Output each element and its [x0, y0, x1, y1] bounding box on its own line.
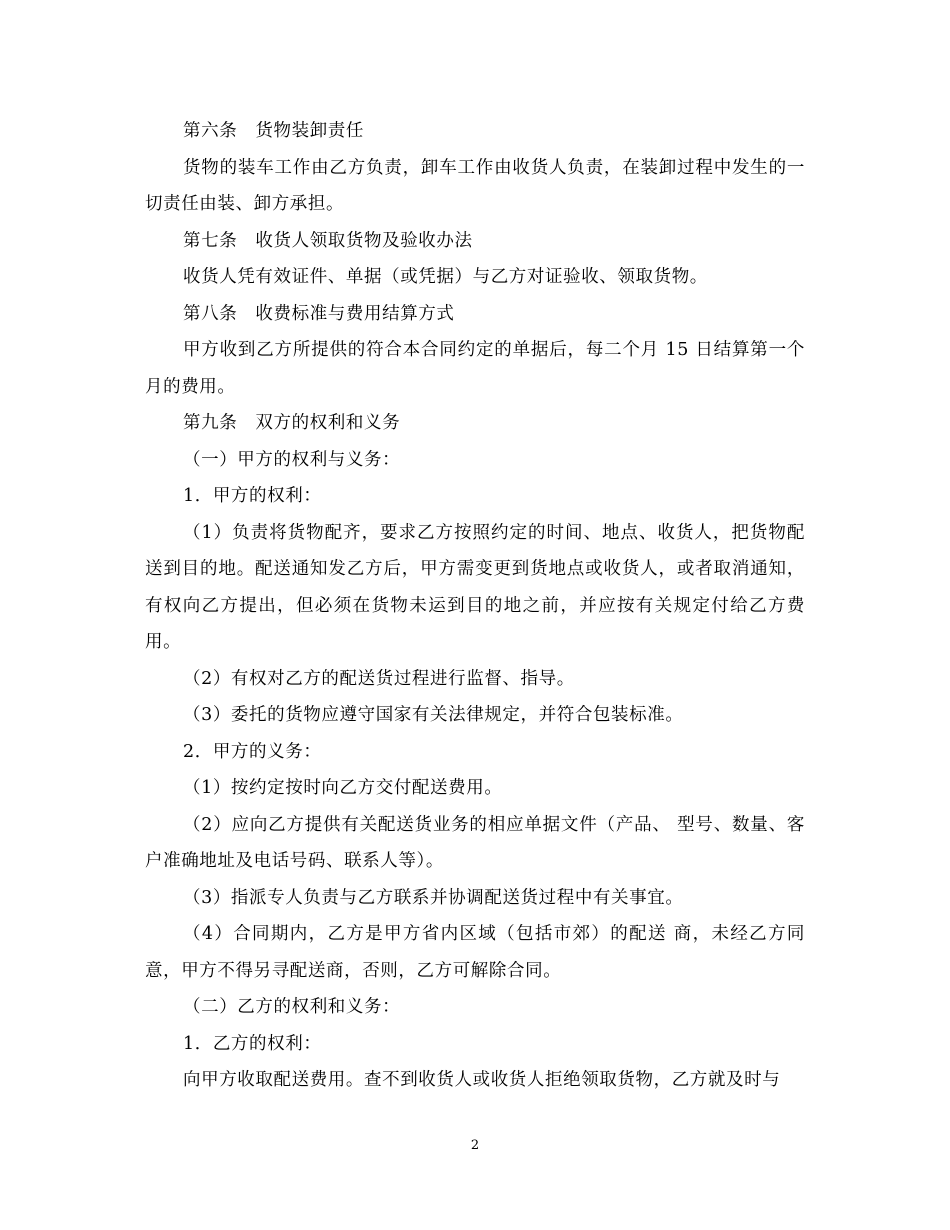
- party-a-obligation-2: （2）应向乙方提供有关配送货业务的相应单据文件（产品、 型号、数量、客户准确地址及电话号码、联系人等）。: [145, 814, 805, 871]
- party-a-right-2: （2）有权对乙方的配送货过程进行监督、指导。: [183, 668, 575, 689]
- party-a-obligations-heading: 2．甲方的义务：: [183, 741, 322, 762]
- party-b-right-1: 向甲方收取配送费用。查不到收货人或收货人拒绝领取货物，乙方就及时与: [183, 1070, 781, 1090]
- party-a-right-3: （3）委托的货物应遵守国家有关法律规定，并符合包装标准。: [183, 705, 684, 725]
- party-a-rights-heading: 1．甲方的权利：: [183, 486, 322, 506]
- article-6-body: 货物的装车工作由乙方负责，卸车工作由收货人负责，在装卸过程中发生的一切责任由装、卸方承担。: [145, 157, 805, 214]
- party-a-obligation-3: （3）指派专人负责与乙方联系并协调配送货过程中有关事宜。: [183, 887, 684, 908]
- party-b-rights-heading: 1．乙方的权利：: [183, 1033, 322, 1054]
- article-7-body: 收货人凭有效证件、单据（或凭据）与乙方对证验收、领取货物。: [183, 267, 708, 287]
- article-8-heading: 第八条 收费标准与费用结算方式: [183, 303, 455, 324]
- party-b-section-heading: （二）乙方的权利和义务：: [183, 997, 401, 1017]
- party-a-obligation-4: （4）合同期内，乙方是甲方省内区域（包括市郊）的配送 商，未经乙方同意，甲方不得另寻配送商，否则，乙方可解除合同。: [145, 924, 805, 981]
- article-7-heading: 第七条 收货人领取货物及验收办法: [183, 230, 473, 251]
- article-9-heading: 第九条 双方的权利和义务: [183, 413, 401, 433]
- page-number: 2: [470, 1138, 480, 1153]
- party-a-right-1: （1）负责将货物配齐，要求乙方按照约定的时间、地点、收货人，把货物配送到目的地。配送通知发乙方后，甲方需变更到货地点或收货人，或者取消通知，有权向乙方提出，但必须在货物未运到目的地之前，并应按有关规定付给乙方费用。: [145, 522, 805, 652]
- document-body: [145, 113, 805, 1099]
- article-6-heading: 第六条 货物装卸责任: [183, 121, 364, 141]
- party-a-section-heading: （一）甲方的权利与义务：: [183, 449, 401, 470]
- article-8-body: 甲方收到乙方所提供的符合本合同约定的单据后，每二个月 15 日结算第一个月的费用。: [145, 340, 805, 397]
- party-a-obligation-1: （1）按约定按时向乙方交付配送费用。: [183, 778, 503, 798]
